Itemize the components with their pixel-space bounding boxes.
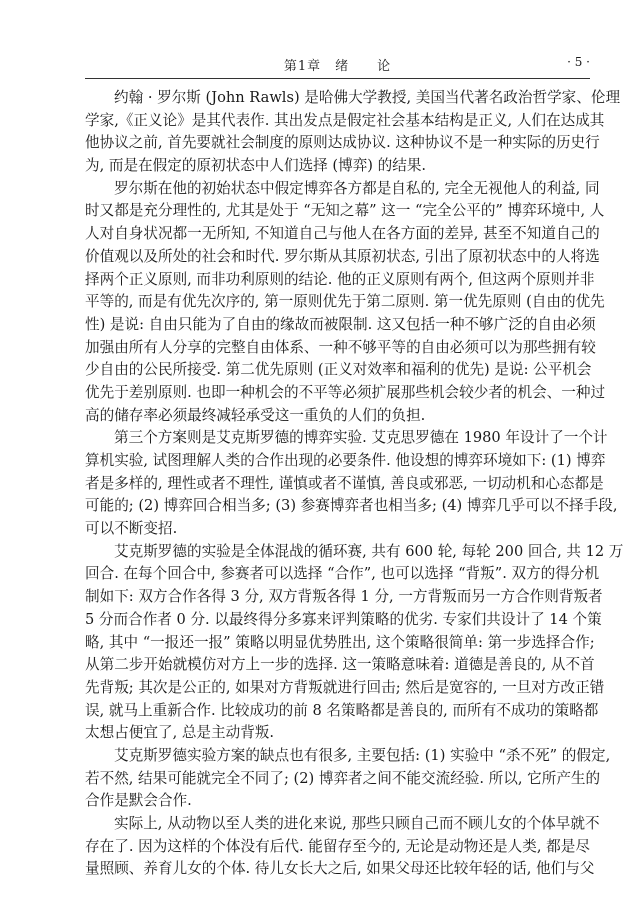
paragraph (85, 745, 611, 813)
text-line: 艾克斯罗德的实验是全体混战的循环赛, 共有 600 轮, 每轮 200 回合, 共 12 万 (114, 542, 624, 560)
text-line: 可能的; (2) 博弈回合相当多; (3) 参赛博弈者也相当多; (4) 博弈几乎可以不择手段, (85, 497, 618, 515)
page-number: · 5 · (567, 55, 590, 69)
text-line: 先背叛; 其次是公正的, 如果对方背叛就进行回击; 然后是宽容的, 一旦对方改正错 (85, 678, 605, 696)
text-line: 优先于差别原则. 也即一种机会的不平等必须扩展那些机会较少者的机会、一种过 (85, 383, 606, 401)
text-line: 误, 就马上重新合作. 比较成功的前 8 名策略都是善良的, 而所有不成功的策略都 (85, 701, 599, 719)
text-line: 回合. 在每个回合中, 参赛者可以选择 “合作”, 也可以选择 “背叛”. 双方的得分机 (85, 565, 600, 583)
running-header (85, 53, 590, 75)
paragraph (85, 87, 621, 178)
text-line: 略, 其中 “一报还一报” 策略以明显优势胜出, 这个策略很简单: 第一步选择合作; (85, 633, 595, 651)
chapter-title: 第1章 绪 论 (283, 59, 392, 74)
text-line: 艾克斯罗德实验方案的缺点也有很多, 主要包括: (1) 实验中 “杀不死” 的假定, (114, 746, 611, 764)
text-line: 高的储存率必须最终减轻承受这一重负的人们的负担. (85, 406, 426, 424)
text-line: 择两个正义原则, 而非功利原则的结论. 他的正义原则有两个, 但这两个原则并非 (85, 270, 595, 288)
text-line: 约翰 · 罗尔斯 (John Rawls) 是哈佛大学教授, 美国当代著名政治哲学家、伦理 (114, 89, 621, 106)
text-line: 为, 而是在假定的原初状态中人们选择 (博弈) 的结果. (85, 157, 427, 175)
text-line: 可以不断变招. (85, 520, 178, 538)
text-line: 实际上, 从动物以至人类的进化来说, 那些只顾自己而不顾儿女的个体早就不 (114, 815, 600, 832)
text-line: 少自由的公民所接受. 第二优先原则 (正义对效率和福利的优先) 是说: 公平机会 (85, 361, 592, 379)
text-line: 存在了. 因为这样的个体没有后代. 能留存至今的, 无论是动物还是人类, 都是尽 (85, 837, 590, 855)
text-line: 人对自身状况都一无所知, 不知道自己与他人在各方面的差异, 甚至不知道自己的 (85, 225, 600, 243)
paragraph (85, 541, 624, 745)
text-line: 者是多样的, 理性或者不理性, 谨慎或者不谨慎, 善良或邪恶, 一切动机和心态都是 (85, 474, 604, 492)
text-line: 5 分而合作者 0 分. 以最终得分多寡来评判策略的优劣. 专家们共设计了 14 个策 (85, 610, 602, 628)
text-line: 太想占便宜了, 总是主动背叛. (85, 724, 275, 742)
text-line: 加强由所有人分享的完整自由体系、一种不够平等的自由必须可以为那些拥有较 (85, 338, 596, 356)
paragraph (85, 178, 606, 428)
text-line: 平等的, 而是有优先次序的, 第一原则优先于第二原则. 第一优先原则 (自由的优先 (85, 293, 605, 311)
text-line: 学家,《正义论》是其代表作. 其出发点是假定社会基本结构是正义, 人们在达成其 (85, 111, 605, 129)
text-line: 合作是默会合作. (85, 792, 192, 810)
text-line: 若不然, 结果可能就完全不同了; (2) 博弈者之间不能交流经验. 所以, 它所产生的 (85, 769, 601, 787)
text-line: 罗尔斯在他的初始状态中假定博弈各方都是自私的, 完全无视他人的利益, 同 (114, 179, 600, 197)
text-line: 算机实验, 试图理解人类的合作出现的必要条件. 他设想的博弈环境如下: (1) 博弈 (85, 452, 606, 469)
text-line: 他协议之前, 首先要就社会制度的原则达成协议. 这种协议不是一种实际的历史行 (85, 134, 600, 152)
text-line: 第三个方案则是艾克斯罗德的博弈实验. 艾克思罗德在 1980 年设计了一个计 (114, 429, 608, 447)
text-line: 量照顾、养育儿女的个体. 待儿女长大之后, 如果父母还比较年轻的话, 他们与父 (85, 860, 595, 878)
text-line: 时又都是充分理性的, 尤其是处于 “无知之幕” 这一 “完全公平的” 博弈环境中, 人 (85, 202, 605, 220)
paragraph (85, 427, 618, 540)
text-line: 从第二步开始就模仿对方上一步的选择. 这一策略意味着: 道德是善良的, 从不首 (85, 656, 595, 674)
text-line: 价值观以及所处的社会和时代. 罗尔斯从其原初状态, 引出了原初状态中的人将选 (85, 247, 600, 265)
body-text (85, 87, 624, 881)
text-line: 性) 是说: 自由只能为了自由的缘故而被限制. 这又包括一种不够广泛的自由必须 (85, 315, 596, 333)
text-line: 制如下: 双方合作各得 3 分, 双方背叛各得 1 分, 一方背叛而另一方合作则背叛者 (85, 588, 603, 606)
paragraph (85, 813, 600, 881)
header-rule (85, 78, 590, 79)
